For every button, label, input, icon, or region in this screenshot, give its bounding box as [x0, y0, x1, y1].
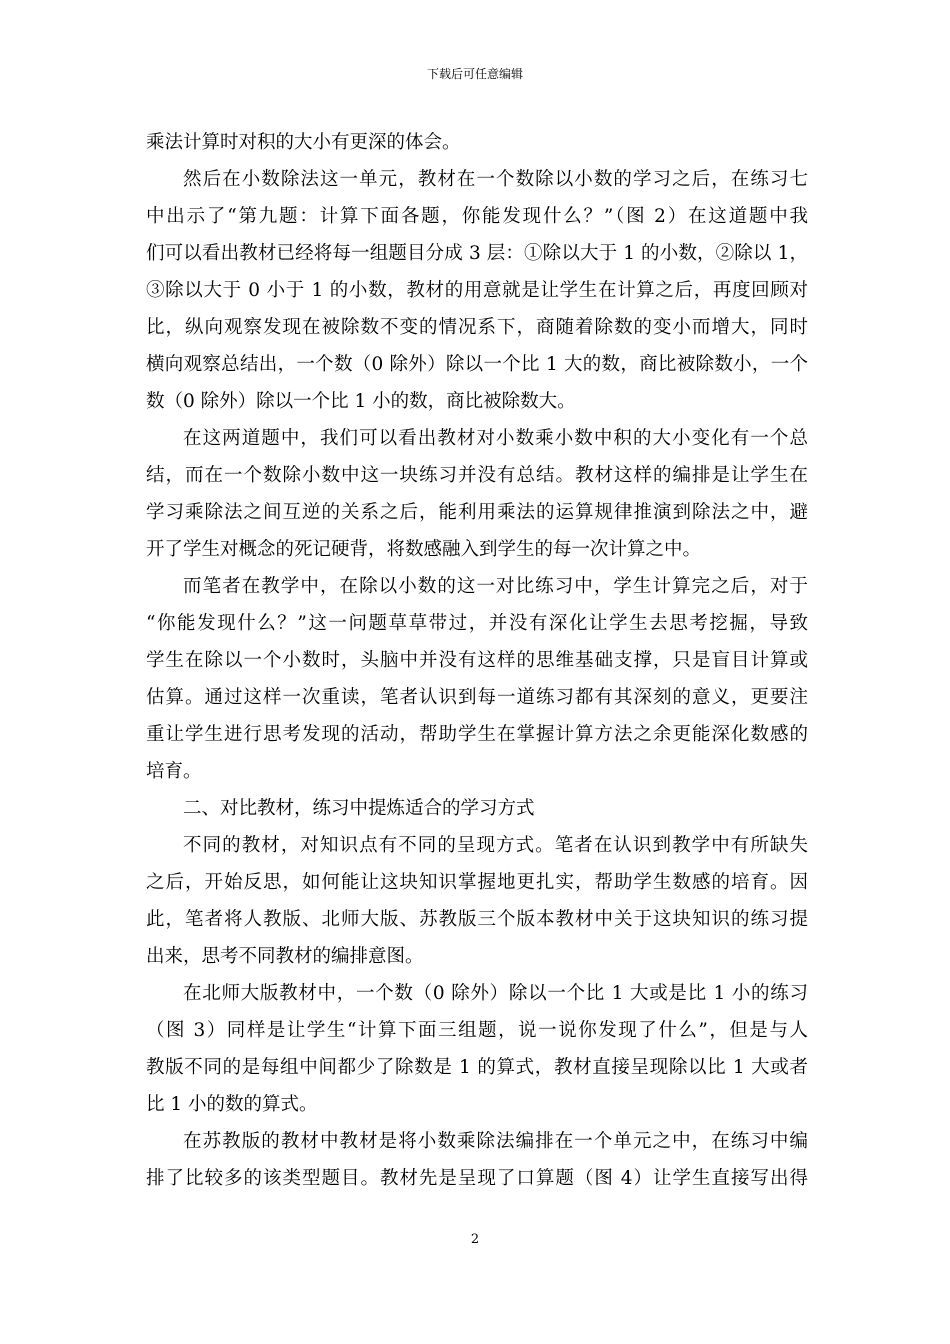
text-line: 然后在小数除法这一单元，教材在一个数除以小数的学习之后，在练习七 — [183, 169, 808, 190]
text-line: 横向观察总结出，一个数（0 除外）除以一个比 1 大的数，商比被除数小，一个 — [146, 354, 808, 375]
text-line: 而笔者在教学中，在除以小数的这一对比练习中，学生计算完之后，对于 — [183, 576, 808, 597]
text-line: 比，纵向观察发现在被除数不变的情况系下，商随着除数的变小而增大，同时 — [146, 317, 808, 338]
text-line: 培育。 — [146, 761, 202, 782]
text-line: 们可以看出教材已经将每一组题目分成 3 层：①除以大于 1 的小数，②除以 1， — [146, 243, 808, 264]
text-line: “你能发现什么？”这一问题草草带过，并没有深化让学生去思考挖掘，导致 — [146, 613, 808, 634]
text-line: 排了比较多的该类型题目。教材先是呈现了口算题（图 4）让学生直接写出得 — [146, 1168, 808, 1189]
page-number: 2 — [470, 1232, 480, 1247]
text-line: （图 3）同样是让学生“计算下面三组题，说一说你发现了什么”，但是与人 — [146, 1020, 808, 1041]
text-line: 开了学生对概念的死记硬背，将数感融入到学生的每一次计算之中。 — [146, 539, 702, 560]
text-line: 学生在除以一个小数时，头脑中并没有这样的思维基础支撑，只是盲目计算或 — [146, 650, 808, 671]
page-header: 下载后可任意编辑 — [426, 67, 523, 81]
section-heading: 二、对比教材，练习中提炼适合的学习方式 — [183, 798, 535, 819]
text-line: 比 1 小的数的算式。 — [146, 1094, 318, 1115]
text-line: 估算。通过这样一次重读，笔者认识到每一道练习都有其深刻的意义，更要注 — [146, 687, 808, 708]
text-line: 结，而在一个数除小数中这一块练习并没有总结。教材这样的编排是让学生在 — [146, 465, 808, 486]
text-line: 教版不同的是每组中间都少了除数是 1 的算式，教材直接呈现除以比 1 大或者 — [146, 1057, 808, 1078]
text-line: 出来，思考不同教材的编排意图。 — [146, 946, 424, 967]
text-line: 不同的教材，对知识点有不同的呈现方式。笔者在认识到教学中有所缺失 — [183, 835, 808, 856]
text-line: 重让学生进行思考发现的活动，帮助学生在掌握计算方法之余更能深化数感的 — [146, 724, 808, 745]
text-line: 学习乘除法之间互逆的关系之后，能利用乘法的运算规律推演到除法之中，避 — [146, 502, 808, 523]
text-line: 数（0 除外）除以一个比 1 小的数，商比被除数大。 — [146, 391, 576, 412]
document-body — [146, 124, 808, 1197]
text-line: 在这两道题中，我们可以看出教材对小数乘小数中积的大小变化有一个总 — [183, 428, 808, 449]
text-line: 在北师大版教材中，一个数（0 除外）除以一个比 1 大或是比 1 小的练习 — [183, 983, 808, 1004]
text-line: 此，笔者将人教版、北师大版、苏教版三个版本教材中关于这块知识的练习提 — [146, 909, 808, 930]
text-line: 乘法计算时对积的大小有更深的体会。 — [146, 132, 461, 153]
text-line: 之后，开始反思，如何能让这块知识掌握地更扎实，帮助学生数感的培育。因 — [146, 872, 808, 893]
text-line: 中出示了“第九题：计算下面各题，你能发现什么？”（图 2）在这道题中我 — [146, 206, 808, 227]
text-line: 在苏教版的教材中教材是将小数乘除法编排在一个单元之中，在练习中编 — [183, 1131, 808, 1152]
text-line: ③除以大于 0 小于 1 的小数，教材的用意就是让学生在计算之后，再度回顾对 — [146, 280, 808, 301]
